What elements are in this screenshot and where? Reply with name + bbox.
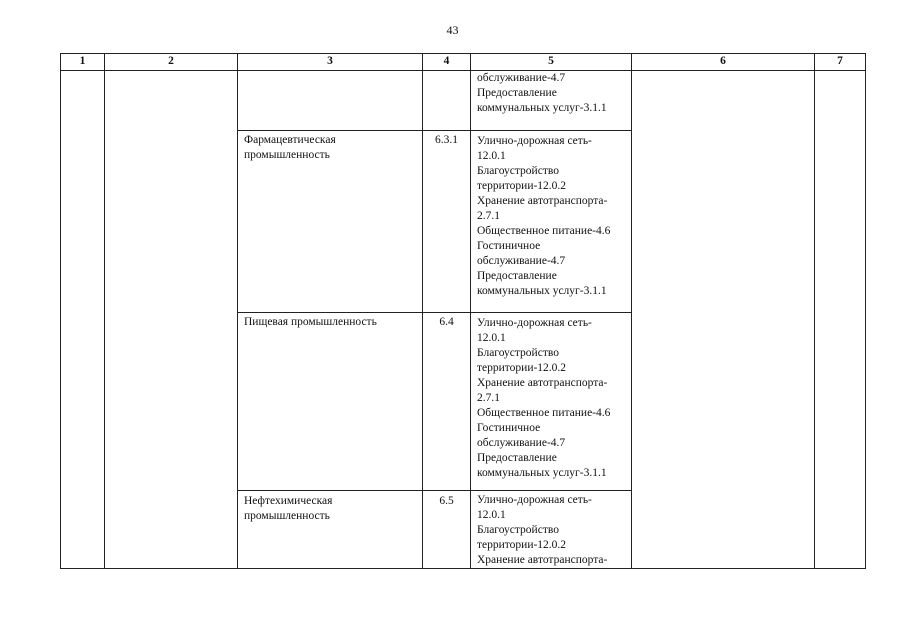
- aux-use-line: Предоставление: [477, 270, 557, 282]
- aux-use-line: Улично-дорожная сеть-: [477, 494, 592, 506]
- col2-cell: [105, 71, 238, 569]
- aux-use-line: Хранение автотранспорта-: [477, 377, 608, 389]
- aux-use-line: 12.0.1: [477, 509, 506, 521]
- aux-use-line: Благоустройство: [477, 165, 559, 177]
- col7-cell: [815, 71, 866, 569]
- aux-use-line: 12.0.1: [477, 332, 506, 344]
- column-header: 5: [471, 54, 632, 71]
- aux-use-line: обслуживание-4.7: [477, 255, 566, 267]
- aux-use-line: Улично-дорожная сеть-: [477, 317, 592, 329]
- aux-use-line: обслуживание-4.7: [477, 72, 566, 84]
- auxiliary-uses: [471, 71, 632, 131]
- aux-use-line: Гостиничное: [477, 240, 541, 252]
- aux-use-line: Предоставление: [477, 87, 557, 99]
- table-row: [61, 71, 866, 131]
- aux-use-line: коммунальных услуг-3.1.1: [477, 102, 607, 114]
- zoning-table: [60, 53, 866, 569]
- column-header: 4: [423, 54, 471, 71]
- column-header: 7: [815, 54, 866, 71]
- aux-use-line: коммунальных услуг-3.1.1: [477, 467, 607, 479]
- aux-use-line: Благоустройство: [477, 524, 559, 536]
- aux-use-line: 12.0.1: [477, 150, 506, 162]
- aux-use-line: Гостиничное: [477, 422, 541, 434]
- use-name: Пищевая промышленность: [238, 313, 423, 491]
- column-header: 6: [632, 54, 815, 71]
- auxiliary-uses: [471, 313, 632, 491]
- aux-use-line: Хранение автотранспорта-: [477, 554, 608, 566]
- use-code: [423, 71, 471, 131]
- aux-use-line: территории-12.0.2: [477, 180, 567, 192]
- aux-use-line: Улично-дорожная сеть-: [477, 135, 592, 147]
- use-name: [238, 71, 423, 131]
- aux-use-line: Общественное питание-4.6: [477, 225, 611, 237]
- aux-use-line: территории-12.0.2: [477, 362, 567, 374]
- use-code: 6.4: [423, 313, 471, 491]
- aux-use-line: 2.7.1: [477, 392, 500, 404]
- use-code: 6.3.1: [423, 131, 471, 313]
- aux-use-line: обслуживание-4.7: [477, 437, 566, 449]
- aux-use-line: Благоустройство: [477, 347, 559, 359]
- aux-use-line: территории-12.0.2: [477, 539, 567, 551]
- col6-cell: [632, 71, 815, 569]
- aux-use-line: Хранение автотранспорта-: [477, 195, 608, 207]
- column-header: 3: [238, 54, 423, 71]
- use-code: 6.5: [423, 491, 471, 569]
- column-header: 2: [105, 54, 238, 71]
- aux-use-line: Общественное питание-4.6: [477, 407, 611, 419]
- page-number: 43: [446, 23, 459, 37]
- col1-cell: [61, 71, 105, 569]
- aux-use-line: коммунальных услуг-3.1.1: [477, 285, 607, 297]
- auxiliary-uses: [471, 491, 632, 569]
- use-name: Фармацевтическая промышленность: [238, 131, 423, 313]
- column-header: 1: [61, 54, 105, 71]
- use-name: Нефтехимическая промышленность: [238, 491, 423, 569]
- aux-use-line: Предоставление: [477, 452, 557, 464]
- auxiliary-uses: [471, 131, 632, 313]
- header-row: [61, 54, 866, 71]
- aux-use-line: 2.7.1: [477, 210, 500, 222]
